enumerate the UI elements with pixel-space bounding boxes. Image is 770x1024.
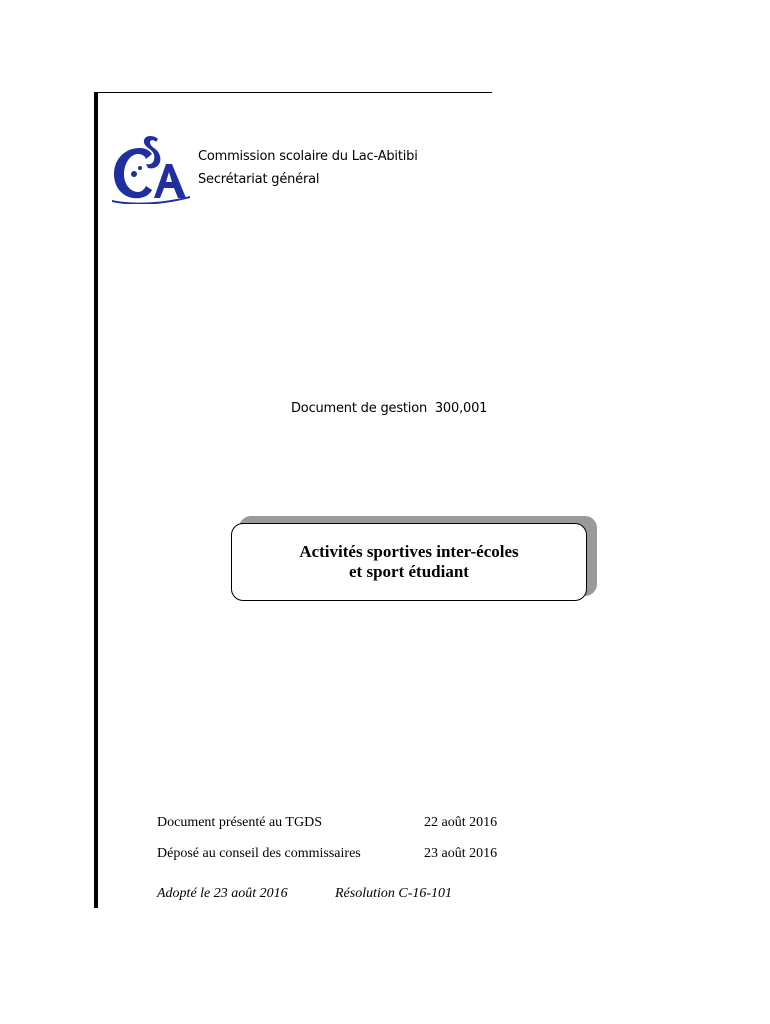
department-name: Secrétariat général xyxy=(198,172,320,187)
adopted-date: Adopté le 23 août 2016 xyxy=(157,886,288,901)
document-reference: Document de gestion 300,001 xyxy=(291,401,488,416)
title-line-1: Activités sportives inter-écoles xyxy=(299,542,519,561)
resolution-number: Résolution C-16-101 xyxy=(335,886,453,901)
presented-date: 22 août 2016 xyxy=(424,815,498,830)
school-board-logo xyxy=(110,134,192,204)
top-rule xyxy=(94,92,492,93)
title-box xyxy=(231,523,587,601)
organization-block xyxy=(198,145,418,191)
deposited-label: Déposé au conseil des commissaires xyxy=(157,846,361,861)
presented-label: Document présenté au TGDS xyxy=(157,815,322,830)
organization-name: Commission scolaire du Lac-Abitibi xyxy=(198,149,418,164)
deposited-date: 23 août 2016 xyxy=(424,846,498,861)
left-rule xyxy=(94,92,98,908)
title-line-2: et sport étudiant xyxy=(349,562,469,581)
